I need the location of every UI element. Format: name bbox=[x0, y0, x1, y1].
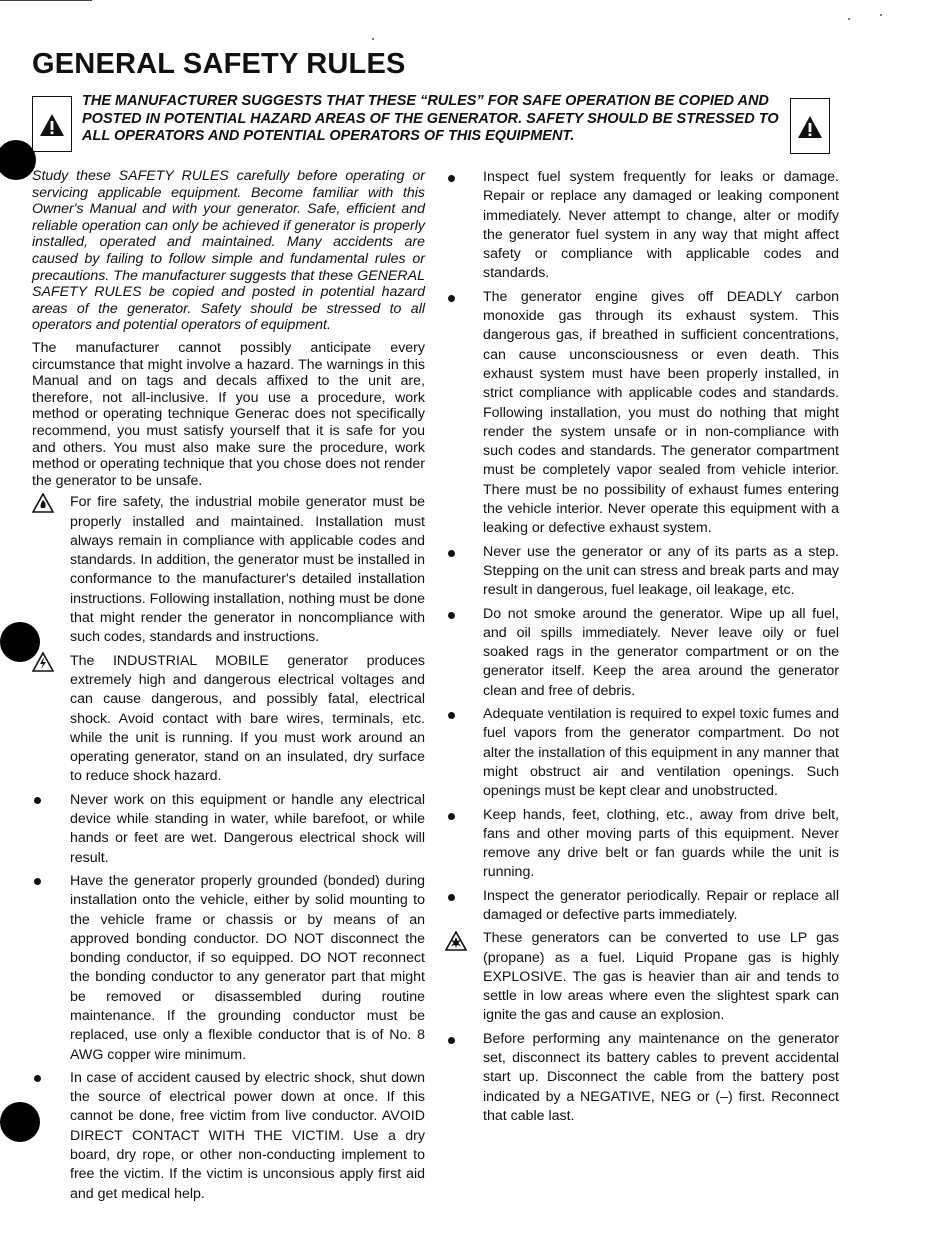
warning-box-left bbox=[32, 96, 72, 152]
item-text: Do not smoke around the generator. Wipe up all fuel, and oil spills immediately. Never leave oily or fuel soaked rags in the generator compartment or on the generator itself. Keep the area around the generator clean and free of debris. bbox=[483, 605, 839, 699]
item-text: In case of accident caused by electric shock, shut down the source of electrical power down at once. If this cannot be done, free victim from live conductor. AVOID DIRECT CONTACT WITH THE VICTIM. Use a dry board, dry rope, or other non-conducting implement to free the victim. If the victim is unconsious apply first aid and get medical help. bbox=[70, 1069, 425, 1202]
bullet-icon bbox=[448, 550, 455, 557]
bullet-icon bbox=[448, 295, 455, 302]
item-text: These generators can be converted to use LP gas (propane) as a fuel. Liquid Propane gas is highly EXPLOSIVE. The gas is heavier than air and tends to settle in low areas where even the slightest spark can ignite the gas and cause an explosion. bbox=[483, 930, 839, 1024]
scan-speck bbox=[372, 38, 374, 40]
scan-speck bbox=[848, 18, 850, 20]
warning-triangle-icon bbox=[797, 115, 823, 139]
bullet-icon bbox=[448, 813, 455, 820]
binder-hole bbox=[0, 140, 36, 180]
bullet-icon bbox=[448, 712, 455, 719]
item-text: Adequate ventilation is required to expel toxic fumes and fuel vapors from the generator compartment. Do not alter the installation of this equipment in any manner that might obstruct air and ventilation openings. Such openings must be kept clear and unobstructed. bbox=[483, 706, 839, 800]
bullet-icon bbox=[448, 1037, 455, 1044]
intro-paragraph: Study these SAFETY RULES carefully before operating or servicing applicable equipment. Become familiar with this Owner's Manual and with your generator. Safe, efficient and reliable operation can only be achieved if generator is properly installed, operated and maintained. Many accidents are caused by failing to follow simple and fundamental rules or precautions. The manufacturer suggests that these GENERAL SAFETY RULES be copied and posted in potential hazard areas of the generator. Safety should be stressed to all operators and potential operators of equipment. bbox=[32, 168, 425, 334]
item-text: Inspect the generator periodically. Repair or replace all damaged or defective parts immediately. bbox=[483, 887, 839, 923]
list-item bbox=[483, 168, 839, 284]
left-column bbox=[32, 168, 425, 1208]
item-text: Keep hands, feet, clothing, etc., away from drive belt, fans and other moving parts of this equipment. Never remove any drive belt or fan guards while the unit is running. bbox=[483, 806, 839, 881]
list-item bbox=[483, 288, 839, 539]
item-text: Inspect fuel system frequently for leaks or damage. Repair or replace any damaged or leaking component immediately. Never attempt to change, alter or modify the generator fuel system in any way that might affect safety or compliance with applicable codes and standards. bbox=[483, 169, 839, 282]
safety-banner: THE MANUFACTURER SUGGESTS THAT THESE “RULES” FOR SAFE OPERATION BE COPIED AND POSTED IN POTENTIAL HAZARD AREAS OF THE GENERATOR. SAFETY SHOULD BE STRESSED TO ALL OPERATORS AND POTENTIAL OPERATORS OF THIS EQUIPMENT. bbox=[82, 93, 779, 144]
page-title: GENERAL SAFETY RULES bbox=[32, 48, 406, 80]
item-text: The generator engine gives off DEADLY carbon monoxide gas through its exhaust system. This dangerous gas, if breathed in sufficient concentrations, can cause unconsciousness or even death. This exhaust system must have been properly installed, in strict compliance with applicable codes and standards. Following installation, you must do nothing that might render the system unsafe or in non-compliance with such codes and standards. The generator compartment must be completely vapor sealed from vehicle interior. There must be no possibility of exhaust fumes entering the vehicle interior. Never operate this equipment with a leaking or defective exhaust system. bbox=[483, 288, 839, 537]
list-item bbox=[32, 872, 425, 1065]
electric-shock-icon bbox=[32, 652, 54, 672]
list-item bbox=[483, 887, 839, 926]
item-text: Never use the generator or any of its parts as a step. Stepping on the unit can stress and break parts and may result in dangerous, fuel leakage, oil leakage, etc. bbox=[483, 543, 839, 599]
scan-speck bbox=[880, 14, 882, 16]
list-item bbox=[32, 652, 425, 787]
item-text: Never work on this equipment or handle any electrical device while standing in water, while barefoot, or while hands or feet are wet. Dangerous electrical shock will result. bbox=[70, 791, 425, 866]
list-item bbox=[483, 806, 839, 883]
list-item bbox=[32, 791, 425, 868]
explosion-hazard-icon bbox=[445, 931, 467, 951]
list-item bbox=[32, 1069, 425, 1204]
warning-triangle-icon bbox=[39, 113, 65, 137]
right-column bbox=[483, 168, 839, 1130]
list-item bbox=[483, 1030, 839, 1126]
item-text: Before performing any maintenance on the generator set, disconnect its battery cables to prevent accidental start up. Disconnect the cable from the battery post indicated by a NEGATIVE, NEG or (–) first. Reconnect that cable last. bbox=[483, 1030, 839, 1124]
list-item bbox=[32, 493, 425, 647]
list-item bbox=[483, 605, 839, 701]
scan-edge-line bbox=[0, 0, 92, 1]
disclaimer-paragraph: The manufacturer cannot possibly anticipate every circumstance that might involve a hazard. The warnings in this Manual and on tags and decals affixed to the unit are, therefore, not all-inclusive. If you use a procedure, work method or operating technique Generac does not specifically recommend, you must satisfy yourself that it is safe for you and others. You must also make sure the procedure, work method or operating technique that you chose does not render the generator to be unsafe. bbox=[32, 339, 425, 489]
list-item bbox=[483, 705, 839, 801]
bullet-icon bbox=[448, 175, 455, 182]
item-text: Have the generator properly grounded (bonded) during installation onto the vehicle, either by solid mounting to the vehicle frame or chassis or by means of an approved bonding conductor. DO NOT disconnect the bonding conductor, if so equipped. DO NOT reconnect the bonding conductor to any generator part that might be removed or disassembled during routine maintenance. If the grounding conductor must be replaced, use only a flexible conductor that is of No. 8 AWG copper wire minimum. bbox=[70, 872, 425, 1063]
fire-hazard-icon bbox=[32, 493, 54, 513]
item-text: For fire safety, the industrial mobile generator must be properly installed and maintained. Installation must always remain in compliance with applicable codes and standards. In addition, the generator must be installed in conformance to the manufacturer's detailed installation instructions. Following installation, nothing must be done that might render the generator in noncompliance with such codes, standards and instructions. bbox=[70, 494, 425, 646]
bullet-icon bbox=[448, 894, 455, 901]
bullet-icon bbox=[34, 797, 41, 804]
bullet-icon bbox=[448, 612, 455, 619]
bullet-icon bbox=[34, 1075, 41, 1082]
item-text: The INDUSTRIAL MOBILE generator produces extremely high and dangerous electrical voltages and can cause dangerous, and possibly fatal, electrical shock. Avoid contact with bare wires, terminals, etc. while the unit is running. If you must work around an operating generator, stand on an insulated, dry surface to reduce shock hazard. bbox=[70, 652, 425, 785]
warning-box-right bbox=[790, 98, 830, 154]
list-item bbox=[483, 929, 839, 1025]
bullet-icon bbox=[34, 878, 41, 885]
list-item bbox=[483, 543, 839, 601]
